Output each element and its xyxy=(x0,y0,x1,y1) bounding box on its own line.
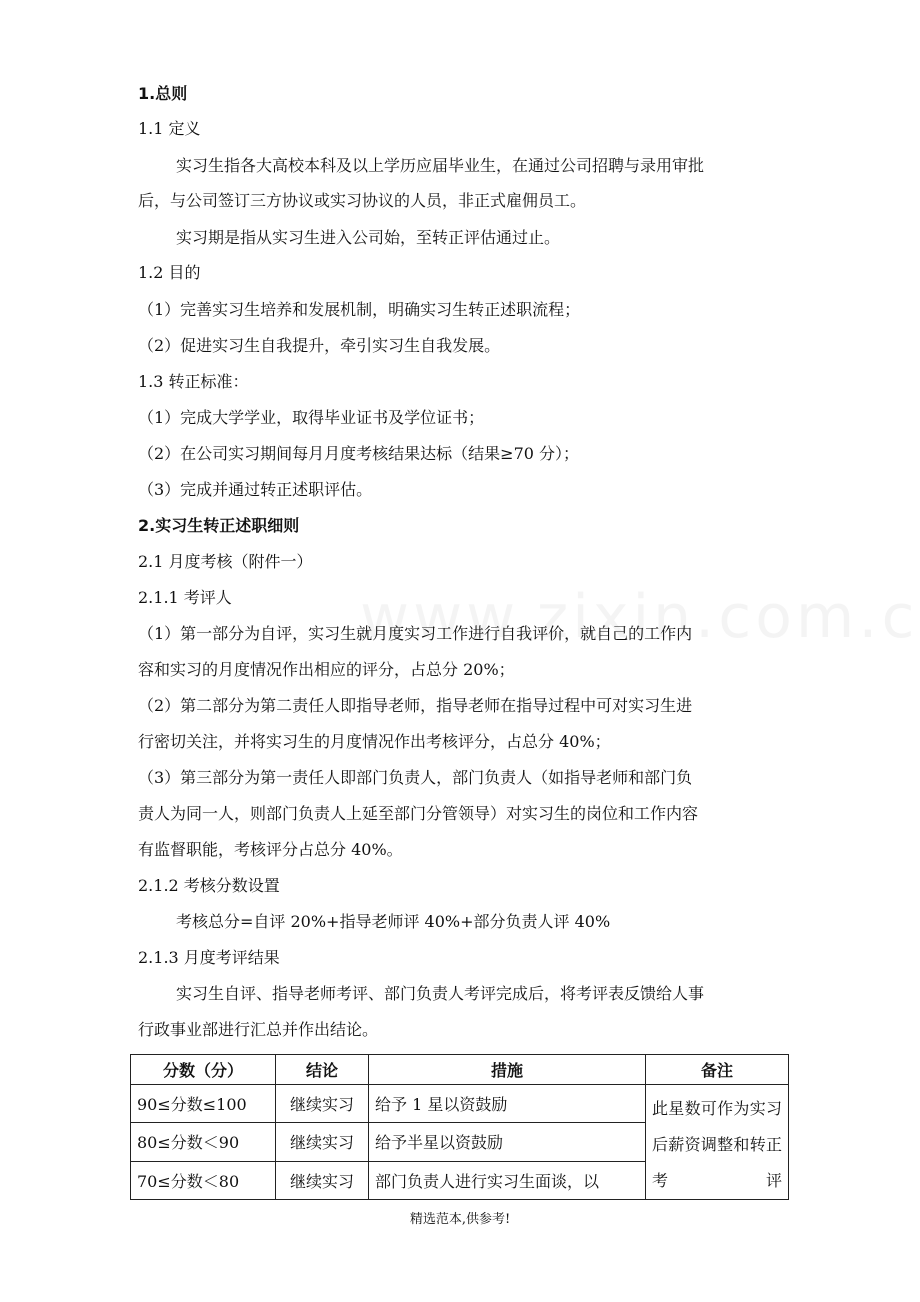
purpose-item: （2）促进实习生自我提升，牵引实习生自我发展。 xyxy=(138,336,501,355)
evaluator-line: （3）第三部分为第一责任人即部门负责人，部门负责人（如指导老师和部门负 xyxy=(138,768,693,787)
evaluator-line: 行密切关注，并将实习生的月度情况作出考核评分，占总分 40%； xyxy=(138,732,611,751)
conclusion-cell: 继续实习 xyxy=(276,1161,369,1199)
table-header-row xyxy=(131,1055,789,1085)
standard-item: （1）完成大学学业，取得毕业证书及学位证书； xyxy=(138,408,485,427)
subheading-2-1-3: 2.1.3 月度考评结果 xyxy=(138,948,280,967)
evaluator-line: （1）第一部分为自评，实习生就月度实习工作进行自我评价，就自己的工作内 xyxy=(138,624,693,643)
subheading-2-1-1: 2.1.1 考评人 xyxy=(138,588,232,607)
purpose-item: （1）完善实习生培养和发展机制，明确实习生转正述职流程； xyxy=(138,300,581,319)
table-header-remark: 备注 xyxy=(646,1055,789,1085)
evaluator-line: （2）第二部分为第二责任人即指导老师，指导老师在指导过程中可对实习生进 xyxy=(138,696,693,715)
score-table xyxy=(130,1054,789,1200)
standard-item: （2）在公司实习期间每月月度考核结果达标（结果≥70 分）； xyxy=(138,444,580,463)
result-paragraph-line-1: 实习生自评、指导老师考评、部门负责人考评完成后，将考评表反馈给人事 xyxy=(176,984,705,1003)
standard-item: （3）完成并通过转正述职评估。 xyxy=(138,480,373,499)
section-2-heading: 2.实习生转正述职细则 xyxy=(138,516,300,535)
definition-paragraph-line-1: 实习生指各大高校本科及以上学历应届毕业生，在通过公司招聘与录用审批 xyxy=(176,156,705,175)
subheading-2-1: 2.1 月度考核（附件一） xyxy=(138,552,313,571)
table-row xyxy=(131,1085,789,1123)
conclusion-cell: 继续实习 xyxy=(276,1123,369,1161)
period-paragraph: 实习期是指从实习生进入公司始，至转正评估通过止。 xyxy=(176,228,561,247)
subheading-1-2: 1.2 目的 xyxy=(138,263,201,282)
score-range-cell: 90≤分数≤100 xyxy=(131,1085,276,1123)
evaluator-line: 容和实习的月度情况作出相应的评分，占总分 20%； xyxy=(138,660,515,679)
measure-cell: 给予 1 星以资鼓励 xyxy=(369,1085,646,1123)
score-range-cell: 70≤分数＜80 xyxy=(131,1161,276,1199)
subheading-2-1-2: 2.1.2 考核分数设置 xyxy=(138,876,280,895)
remark-cell: 此星数可作为实习后薪资调整和转正考评 xyxy=(646,1085,789,1200)
measure-cell: 部门负责人进行实习生面谈，以 xyxy=(369,1161,646,1199)
table-header-conclusion: 结论 xyxy=(276,1055,369,1085)
score-formula: 考核总分=自评 20%+指导老师评 40%+部分负责人评 40% xyxy=(176,912,611,931)
measure-cell: 给予半星以资鼓励 xyxy=(369,1123,646,1161)
page-footer: 精选范本,供参考! xyxy=(409,1212,511,1227)
subheading-1-1: 1.1 定义 xyxy=(138,119,201,138)
evaluator-line: 有监督职能，考核评分占总分 40%。 xyxy=(138,840,403,859)
section-1-heading: 1.总则 xyxy=(138,84,188,103)
score-range-cell: 80≤分数＜90 xyxy=(131,1123,276,1161)
evaluator-line: 责人为同一人，则部门负责人上延至部门分管领导）对实习生的岗位和工作内容 xyxy=(138,804,699,823)
table-header-measure: 措施 xyxy=(369,1055,646,1085)
conclusion-cell: 继续实习 xyxy=(276,1085,369,1123)
result-paragraph-line-2: 行政事业部进行汇总并作出结论。 xyxy=(138,1020,379,1039)
definition-paragraph-line-2: 后，与公司签订三方协议或实习协议的人员，非正式雇佣员工。 xyxy=(138,191,587,210)
table-header-score: 分数（分） xyxy=(131,1055,276,1085)
subheading-1-3: 1.3 转正标准： xyxy=(138,372,249,391)
